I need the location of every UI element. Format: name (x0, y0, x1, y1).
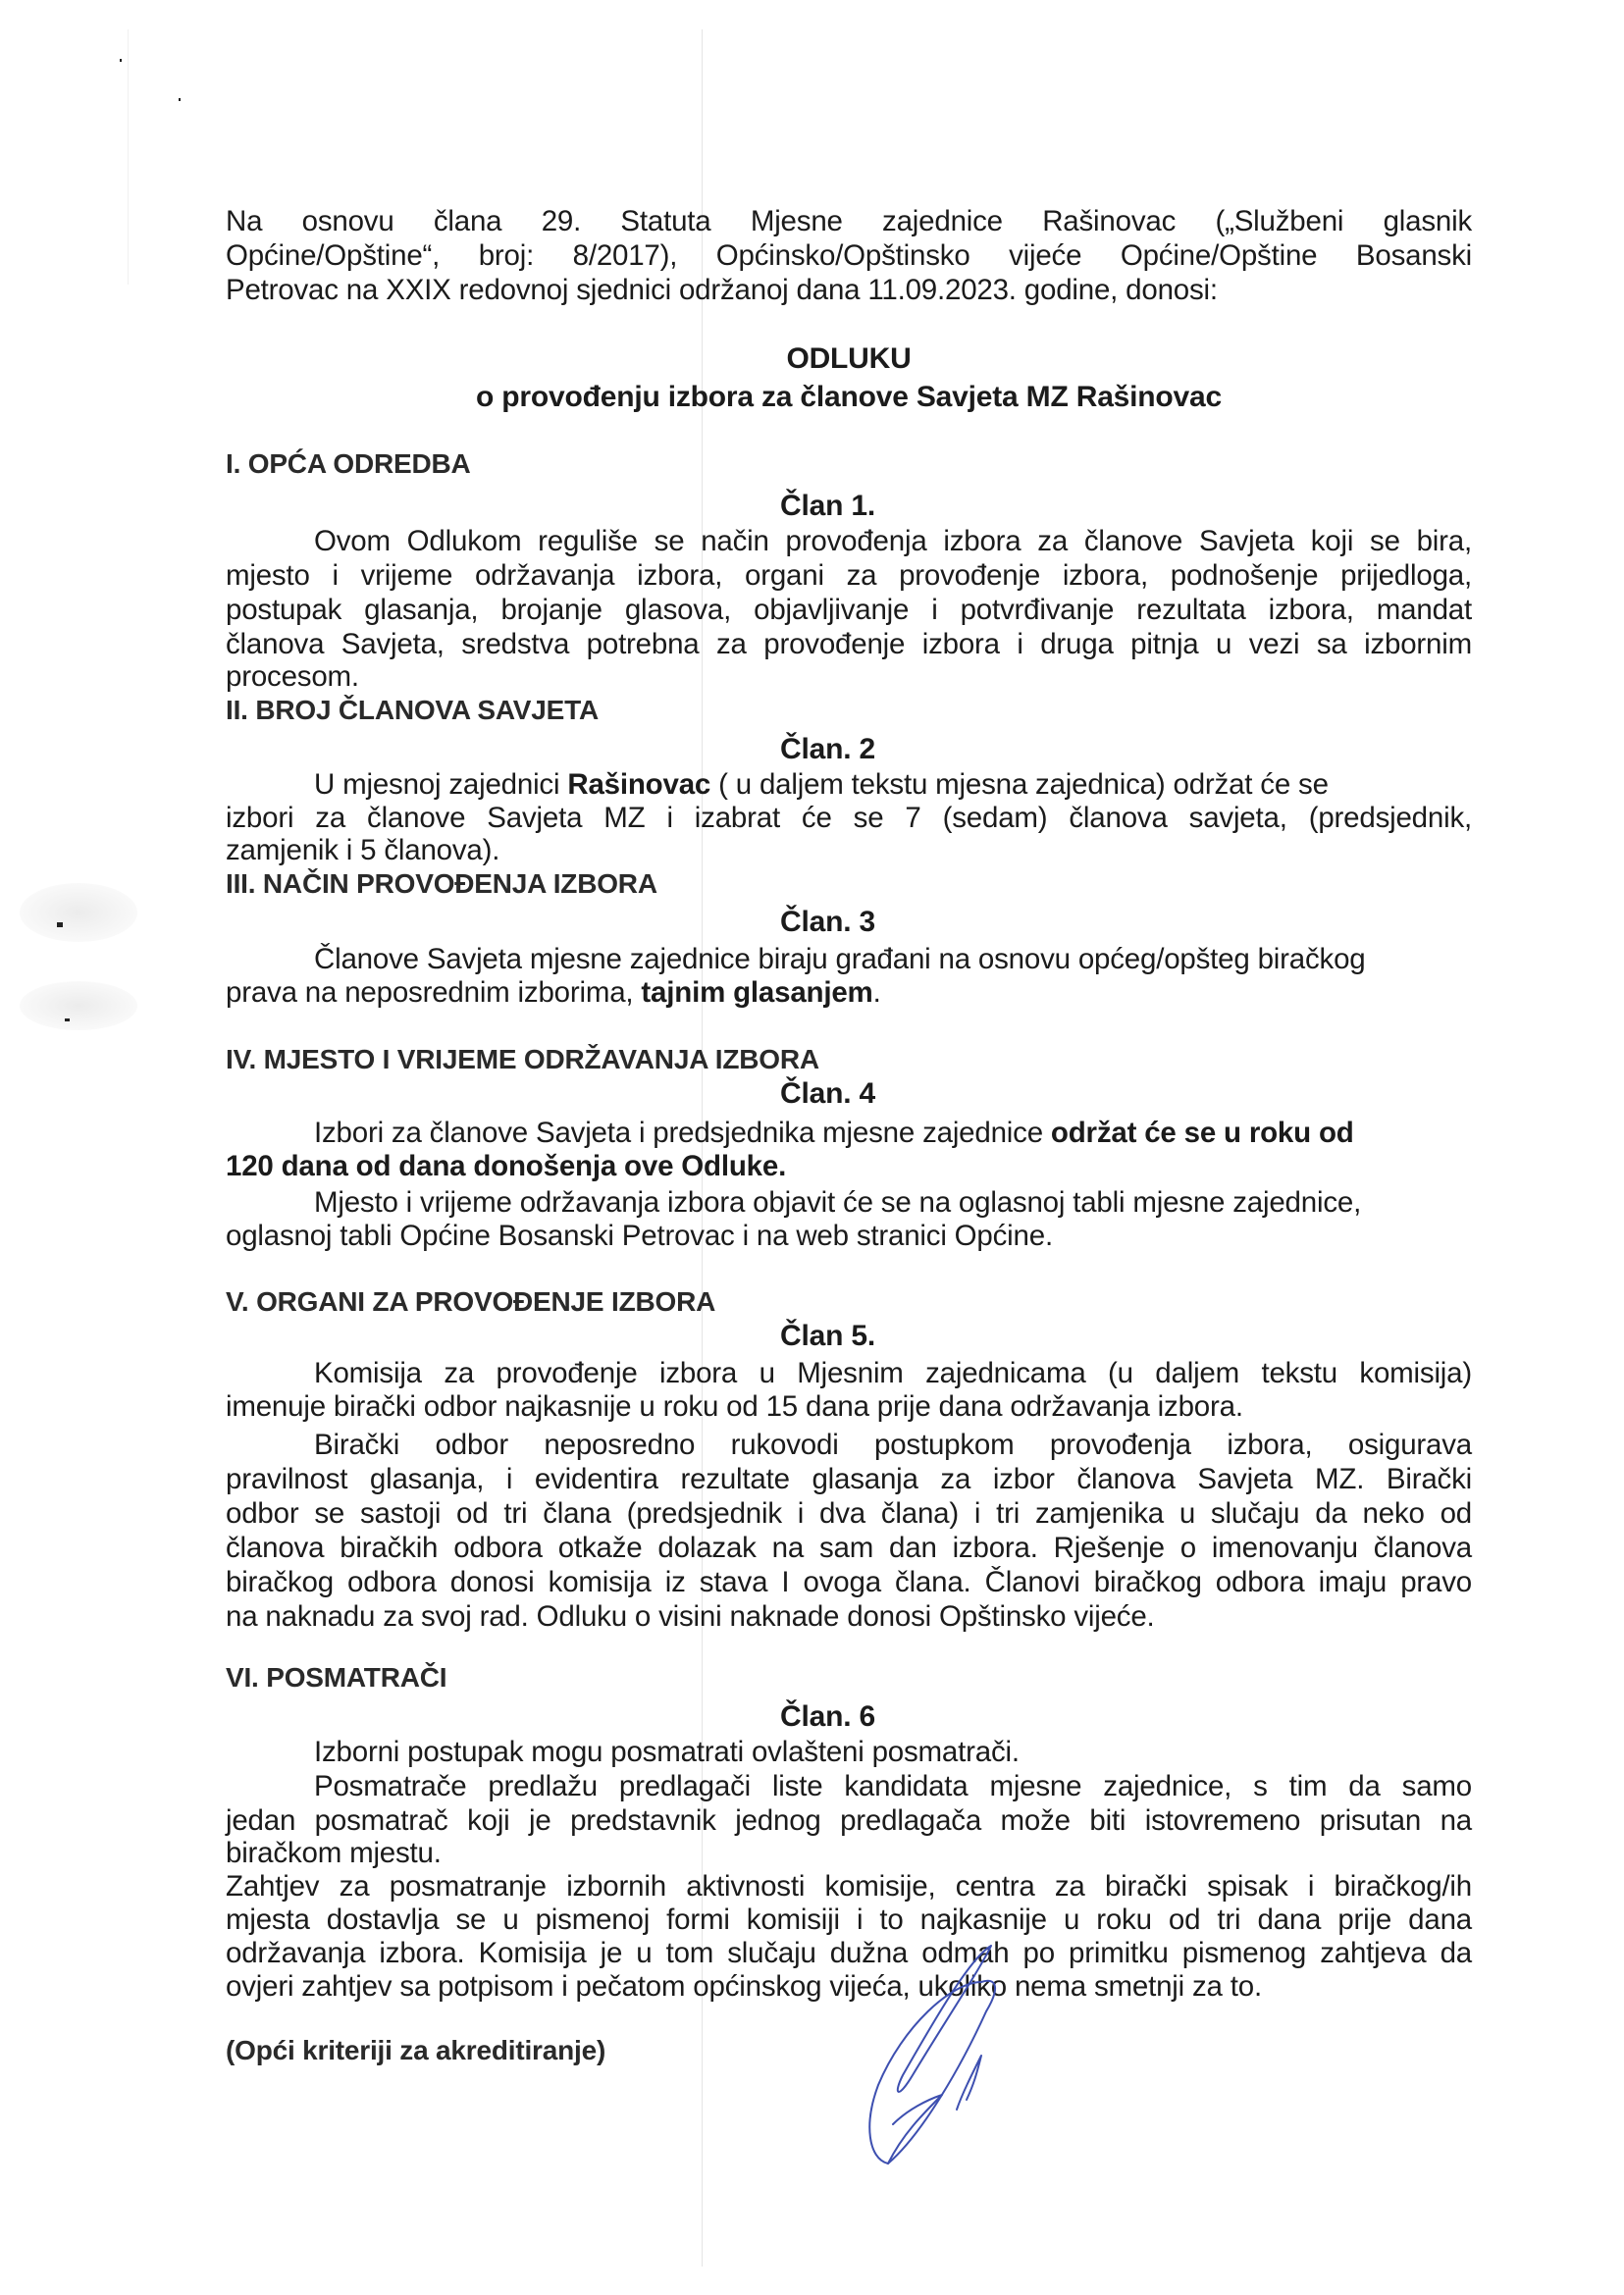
body-line: članova Savjeta, sredstva potrebna za provođenje izbora i druga pitnja u vezi sa izbornim (226, 628, 1472, 660)
article-label: Član. 4 (780, 1077, 875, 1110)
section-heading: IV. MJESTO I VRIJEME ODRŽAVANJA IZBORA (226, 1044, 819, 1074)
body-line (314, 1117, 1472, 1150)
body-text: . (872, 976, 881, 1009)
article-label: Član. 2 (780, 733, 875, 765)
scan-speck (179, 98, 181, 101)
article-label: Član. 3 (780, 906, 875, 938)
body-text: prava na neposrednim izborima, (226, 976, 642, 1009)
section-heading: VI. POSMATRAČI (226, 1662, 447, 1693)
section-heading: V. ORGANI ZA PROVOĐENJE IZBORA (226, 1286, 716, 1317)
document-subtitle: o provođenju izbora za članove Savjeta MZ Rašinovac (475, 381, 1222, 413)
body-line: postupak glasanja, brojanje glasova, objavljivanje i potvrđivanje rezultata izbora, mandat (226, 594, 1472, 626)
body-line: jedan posmatrač koji je predstavnik jednog predlagača može biti istovremeno prisutan na (226, 1804, 1472, 1837)
section-heading: II. BROJ ČLANOVA SAVJETA (226, 695, 599, 725)
body-line: izbori za članove Savjeta MZ i izabrat će se 7 (sedam) članova savjeta, (predsjednik, (226, 802, 1472, 834)
body-line: članova biračkih odbora otkaže dolazak na sam dan izbora. Rješenje o imenovanju članova (226, 1532, 1472, 1564)
body-line: Članove Savjeta mjesne zajednice biraju građani na osnovu općeg/opšteg biračkog (314, 943, 1366, 975)
section-heading: III. NAČIN PROVOĐENJA IZBORA (226, 868, 657, 899)
scan-speck (65, 1018, 70, 1021)
handwritten-signature (834, 1928, 1021, 2173)
scan-smudge (20, 981, 137, 1030)
body-line: oglasnoj tabli Općine Bosanski Petrovac i na web stranici Općine. (226, 1220, 1053, 1252)
body-line: odbor se sastoji od tri člana (predsjednik i dva člana) i tri zamjenika u slučaju da neko od (226, 1497, 1472, 1530)
body-line: biračkog odbora donosi komisija iz stava I ovoga člana. Članovi biračkog odbora imaju pravo (226, 1566, 1472, 1598)
body-line: Zahtjev za posmatranje izbornih aktivnosti komisije, centra za birački spisak i biračkog/ih (226, 1870, 1472, 1903)
body-line: zamjenik i 5 članova). (226, 834, 500, 866)
body-line: Mjesto i vrijeme održavanja izbora objavit će se na oglasnoj tabli mjesne zajednice, (314, 1186, 1362, 1219)
scan-smudge (20, 883, 137, 942)
body-line: mjesta dostavlja se u pismenoj formi komisiji i to najkasnije u roku od tri dana prije dana (226, 1904, 1472, 1936)
body-line: Izborni postupak mogu posmatrati ovlašteni posmatrači. (314, 1736, 1020, 1768)
body-text: U mjesnoj zajednici (314, 768, 568, 801)
accreditation-subheading: (Opći kriteriji za akreditiranje) (226, 2035, 606, 2065)
body-bold-text: održat će se u roku od (1050, 1117, 1354, 1149)
body-line: Komisija za provođenje izbora u Mjesnim zajednicama (u daljem tekstu komisija) (314, 1357, 1472, 1389)
body-line: procesom. (226, 660, 359, 693)
body-line (226, 976, 1472, 1010)
body-text: Izbori za članove Savjeta i predsjednika mjesne zajednice (314, 1117, 1051, 1149)
preamble-line: Općine/Opštine“, broj: 8/2017), Općinsko/Opštinsko vijeće Općine/Opštine Bosanski (226, 239, 1472, 272)
body-line: Ovom Odlukom reguliše se način provođenja izbora za članove Savjeta koji se bira, (314, 525, 1472, 557)
body-line: imenuje birački odbor najkasnije u roku od 15 dana prije dana održavanja izbora. (226, 1390, 1243, 1423)
body-line (314, 768, 1472, 802)
scan-speck (57, 922, 63, 927)
article-label: Član 5. (780, 1320, 875, 1352)
article-label: Član. 6 (780, 1700, 875, 1733)
body-line: mjesto i vrijeme održavanja izbora, organi za provođenje izbora, podnošenje prijedloga, (226, 559, 1472, 592)
scan-margin-line (128, 29, 129, 285)
document-title: ODLUKU (786, 342, 912, 375)
section-heading: I. OPĆA ODREDBA (226, 448, 471, 479)
article-label: Član 1. (780, 490, 875, 522)
body-line: održavanja izbora. Komisija je u tom slučaju dužna odmah po primitku pismenog zahtjeva da (226, 1937, 1472, 1969)
body-line: 120 dana od dana donošenja ove Odluke. (226, 1150, 787, 1182)
body-text: ( u daljem tekstu mjesna zajednica) održat će se (710, 768, 1329, 801)
body-line: na naknadu za svoj rad. Odluku o visini naknade donosi Opštinsko vijeće. (226, 1600, 1155, 1633)
body-line: pravilnost glasanja, i evidentira rezultate glasanja za izbor članova Savjeta MZ. Birački (226, 1463, 1472, 1495)
community-name: Rašinovac (567, 768, 711, 801)
body-line: Birački odbor neposredno rukovodi postupkom provođenja izbora, osigurava (314, 1429, 1472, 1461)
body-line: ovjeri zahtjev sa potpisom i pečatom općinskog vijeća, ukoliko nema smetnji za to. (226, 1970, 1262, 2003)
preamble-line: Na osnovu člana 29. Statuta Mjesne zajednice Rašinovac („Službeni glasnik (226, 205, 1472, 237)
preamble-line: Petrovac na XXIX redovnoj sjednici održanoj dana 11.09.2023. godine, donosi: (226, 274, 1218, 306)
scan-speck (120, 59, 122, 62)
body-line: Posmatrače predlažu predlagači liste kandidata mjesne zajednice, s tim da samo (314, 1770, 1472, 1802)
body-line: biračkom mjestu. (226, 1837, 442, 1869)
body-bold-text: tajnim glasanjem (641, 976, 873, 1009)
